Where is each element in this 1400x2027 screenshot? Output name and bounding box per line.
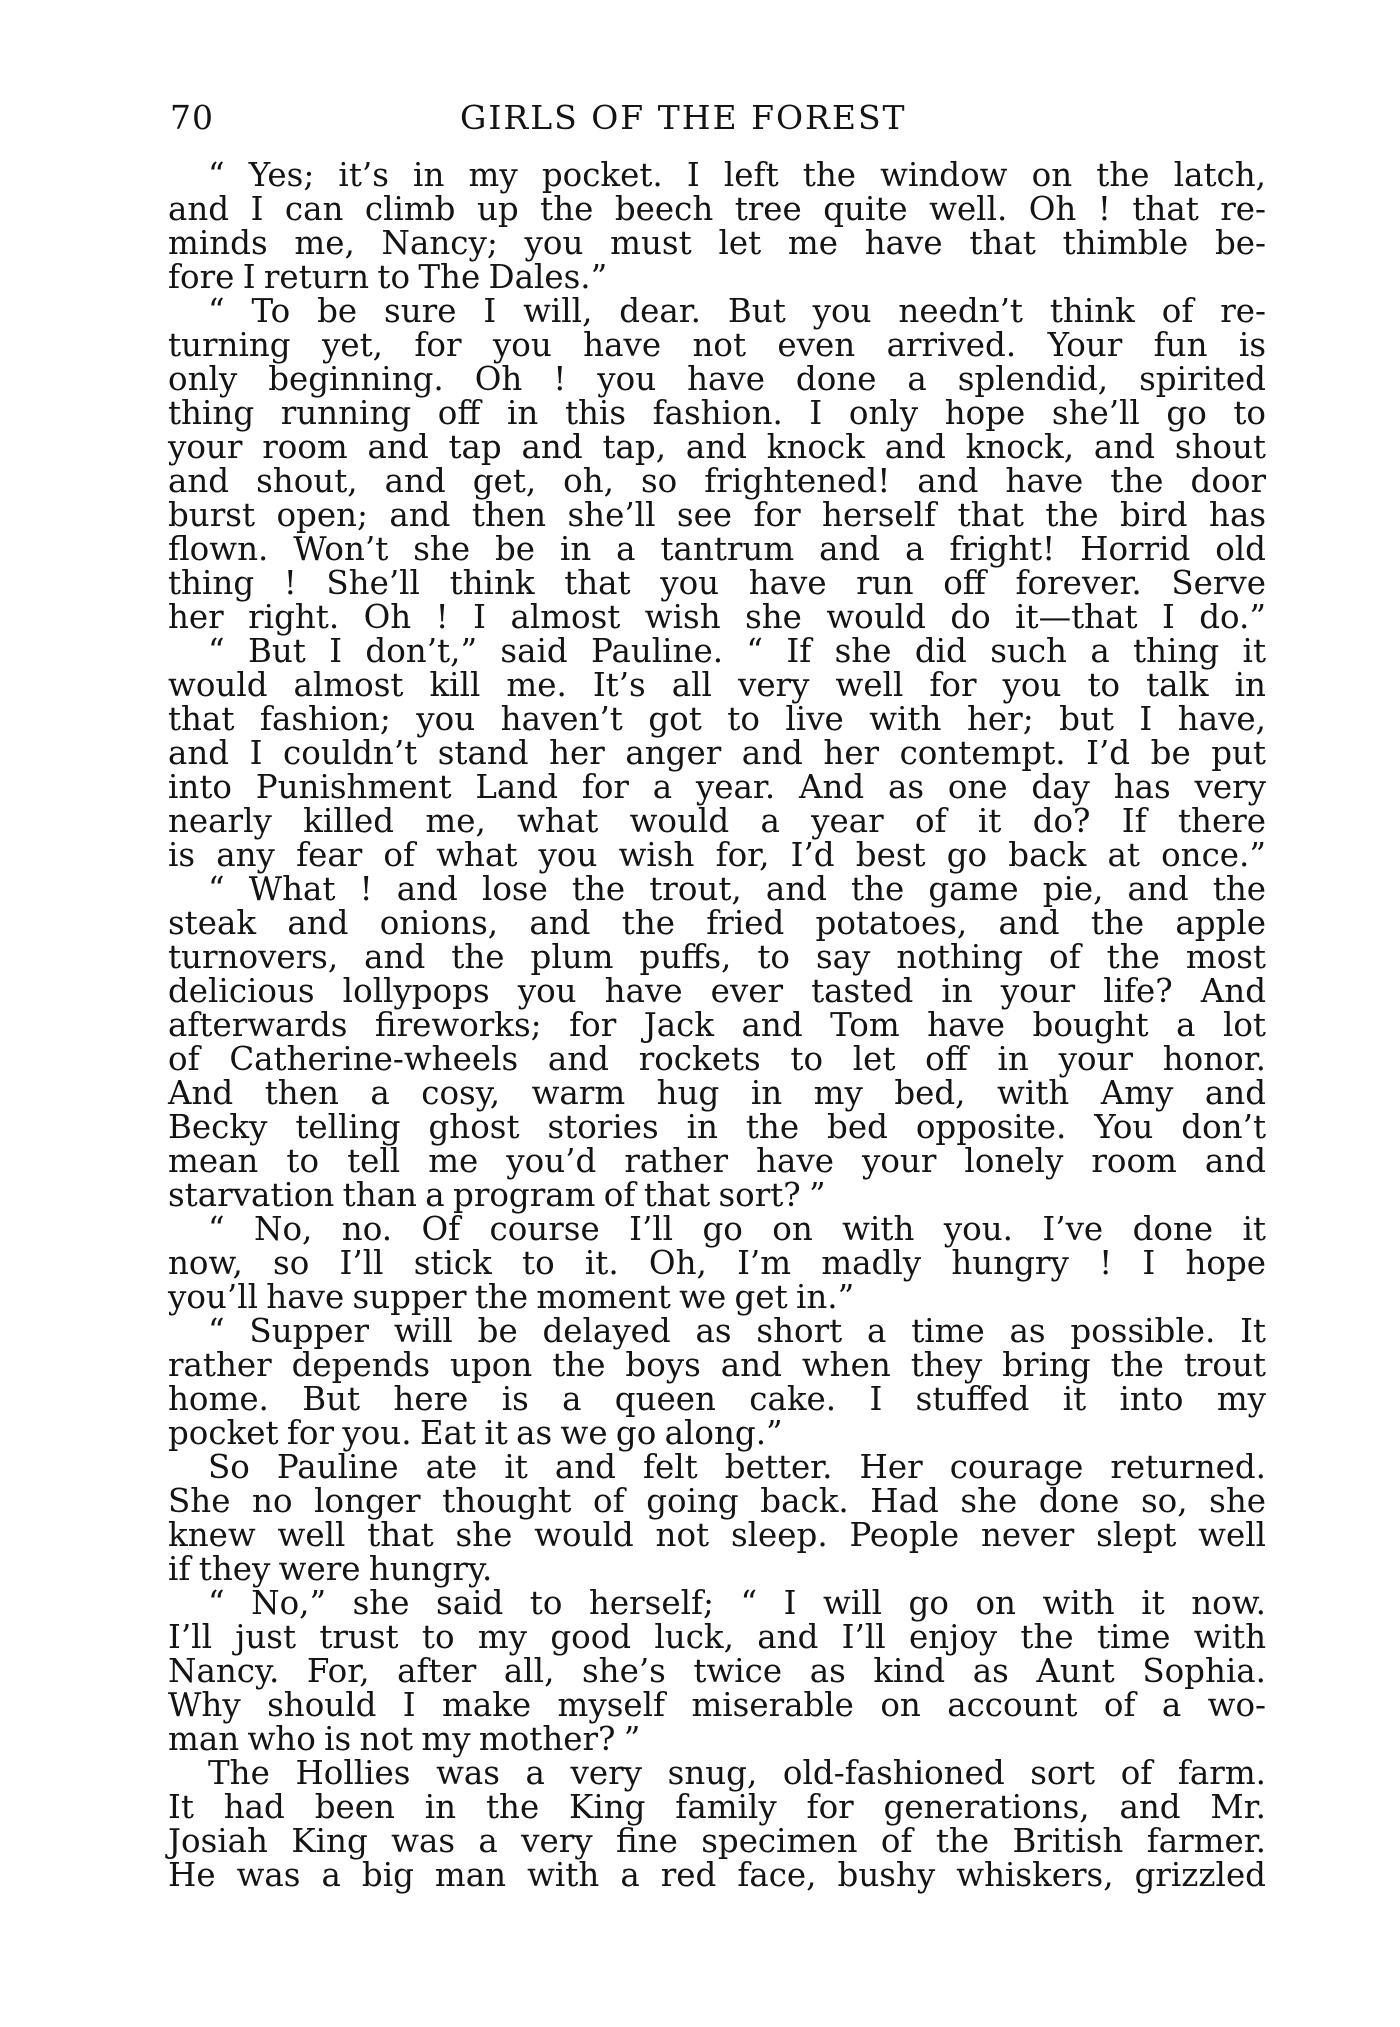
running-head bbox=[170, 98, 1264, 144]
text-line: “ No, no. Of course I’ll go on with you. I’ve done it bbox=[208, 1210, 1266, 1248]
text-line: “ What ! and lose the trout, and the game pie, and the bbox=[208, 870, 1266, 908]
text-line: Why should I make myself miserable on account of a wo- bbox=[168, 1686, 1266, 1724]
text-line: And then a cosy, warm hug in my bed, with Amy and bbox=[168, 1074, 1266, 1112]
text-line: “ To be sure I will, dear. But you needn’t think of re- bbox=[208, 292, 1266, 330]
text-line: and I couldn’t stand her anger and her contempt. I’d be put bbox=[168, 734, 1266, 772]
text-line: into Punishment Land for a year. And as one day has very bbox=[168, 768, 1266, 806]
text-line: knew well that she would not sleep. People never slept well bbox=[168, 1516, 1266, 1554]
text-line: turning yet, for you have not even arrived. Your fun is bbox=[168, 326, 1266, 364]
text-line: Nancy. For, after all, she’s twice as kind as Aunt Sophia. bbox=[168, 1652, 1266, 1690]
text-line: delicious lollypops you have ever tasted in your life? And bbox=[168, 972, 1266, 1010]
text-line: thing ! She’ll think that you have run off forever. Serve bbox=[168, 564, 1266, 602]
text-line: starvation than a program of that sort? ” bbox=[168, 1176, 826, 1214]
text-line: “ Yes; it’s in my pocket. I left the window on the latch, bbox=[208, 156, 1266, 194]
text-line: that fashion; you haven’t got to live with her; but I have, bbox=[168, 700, 1266, 738]
text-line: home. But here is a queen cake. I stuffed it into my bbox=[168, 1380, 1266, 1418]
page-number: 70 bbox=[170, 98, 214, 137]
book-title: GIRLS OF THE FOREST bbox=[460, 98, 907, 137]
text-line: you’ll have supper the moment we get in.” bbox=[168, 1278, 855, 1316]
text-line: nearly killed me, what would a year of it do? If there bbox=[168, 802, 1266, 840]
text-line: her right. Oh ! I almost wish she would do it—that I do.” bbox=[168, 598, 1266, 636]
text-line: The Hollies was a very snug, old-fashioned sort of farm. bbox=[208, 1754, 1266, 1792]
text-line: now, so I’ll stick to it. Oh, I’m madly hungry ! I hope bbox=[168, 1244, 1266, 1282]
text-line: and shout, and get, oh, so frightened! and have the door bbox=[168, 462, 1266, 500]
text-line: afterwards fireworks; for Jack and Tom have bought a lot bbox=[168, 1006, 1266, 1044]
text-line: “ But I don’t,” said Pauline. “ If she did such a thing it bbox=[208, 632, 1266, 670]
text-line: mean to tell me you’d rather have your lonely room and bbox=[168, 1142, 1266, 1180]
text-line: if they were hungry. bbox=[168, 1550, 493, 1588]
text-line: He was a big man with a red face, bushy whiskers, grizzled bbox=[168, 1856, 1266, 1894]
text-line: is any fear of what you wish for, I’d best go back at once.” bbox=[168, 836, 1266, 874]
text-line: fore I return to The Dales.” bbox=[168, 258, 608, 296]
text-line: flown. Won’t she be in a tantrum and a fright! Horrid old bbox=[168, 530, 1266, 568]
text-line: turnovers, and the plum puffs, to say nothing of the most bbox=[168, 938, 1266, 976]
text-line: minds me, Nancy; you must let me have that thimble be- bbox=[168, 224, 1266, 262]
text-line: I’ll just trust to my good luck, and I’ll enjoy the time with bbox=[168, 1618, 1266, 1656]
text-line: It had been in the King family for generations, and Mr. bbox=[168, 1788, 1266, 1826]
text-line: would almost kill me. It’s all very well for you to talk in bbox=[168, 666, 1266, 704]
text-line: Josiah King was a very fine specimen of the British farmer. bbox=[168, 1822, 1266, 1860]
text-line: burst open; and then she’ll see for herself that the bird has bbox=[168, 496, 1266, 534]
text-line: She no longer thought of going back. Had she done so, she bbox=[168, 1482, 1266, 1520]
text-line: “ No,” she said to herself; “ I will go on with it now. bbox=[208, 1584, 1266, 1622]
text-line: man who is not my mother? ” bbox=[168, 1720, 641, 1758]
text-line: rather depends upon the boys and when they bring the trout bbox=[168, 1346, 1266, 1384]
text-line: thing running off in this fashion. I only hope she’ll go to bbox=[168, 394, 1266, 432]
text-line: only beginning. Oh ! you have done a splendid, spirited bbox=[168, 360, 1266, 398]
text-line: steak and onions, and the fried potatoes, and the apple bbox=[168, 904, 1266, 942]
text-line: your room and tap and tap, and knock and knock, and shout bbox=[168, 428, 1266, 466]
text-line: “ Supper will be delayed as short a time as possible. It bbox=[208, 1312, 1266, 1350]
text-line: pocket for you. Eat it as we go along.” bbox=[168, 1414, 783, 1452]
body-text bbox=[168, 158, 1266, 1892]
text-line: So Pauline ate it and felt better. Her courage returned. bbox=[208, 1448, 1266, 1486]
text-line: of Catherine-wheels and rockets to let off in your honor. bbox=[168, 1040, 1266, 1078]
text-line: Becky telling ghost stories in the bed opposite. You don’t bbox=[168, 1108, 1266, 1146]
text-line: and I can climb up the beech tree quite well. Oh ! that re- bbox=[168, 190, 1266, 228]
